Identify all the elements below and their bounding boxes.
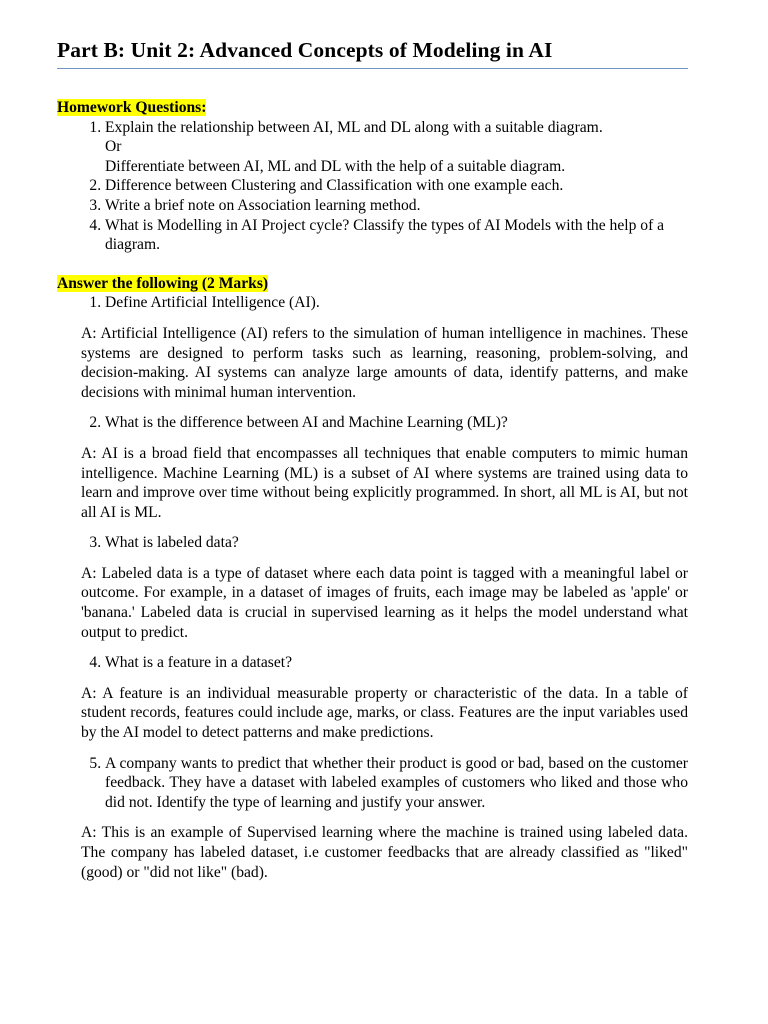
title-underline	[57, 68, 688, 69]
document-body	[57, 98, 688, 882]
homework-question-1-alt: Differentiate between AI, ML and DL with the help of a suitable diagram.	[105, 157, 566, 175]
answer-question-5: 5. A company wants to predict that whether their product is good or bad, based on the customer feedback. They have a dataset with labeled examples of customers who liked and those who did not. Identify the type of learning and justify your answer.	[105, 754, 688, 813]
answer-question-4-list	[57, 653, 688, 673]
answer-question-2: 2. What is the difference between AI and Machine Learning (ML)?	[105, 413, 688, 433]
page-title: Part B: Unit 2: Advanced Concepts of Modeling in AI	[57, 38, 553, 62]
answer-1: A: Artificial Intelligence (AI) refers to the simulation of human intelligence in machines. These systems are designed to perform tasks such as learning, reasoning, problem-solving, and decision-making. AI systems can analyze large amounts of data, identify patterns, and make decisions with minimal human intervention.	[81, 324, 688, 401]
answer-3: A: Labeled data is a type of dataset where each data point is tagged with a meaningful label or outcome. For example, in a dataset of images of fruits, each image may be labeled as 'apple' or 'banana.' Labeled data is crucial in supervised learning as it helps the model understand what output to predict.	[81, 564, 688, 641]
homework-question-1: 1. Explain the relationship between AI, ML and DL along with a suitable diagram. Or Differentiate between AI, ML and DL with the help of a suitable diagram.	[105, 118, 688, 177]
homework-heading: Homework Questions:	[57, 99, 207, 116]
homework-or: Or	[105, 138, 122, 156]
answer-2: A: AI is a broad field that encompasses all techniques that enable computers to mimic human intelligence. Machine Learning (ML) is a subset of AI where systems are trained using data to learn and improve over time without being explicitly programmed. In short, all ML is AI, but not all AI is ML.	[81, 444, 688, 521]
answer-question-4: 4. What is a feature in a dataset?	[105, 653, 688, 673]
answers-heading: Answer the following (2 Marks)	[57, 274, 269, 292]
answer-question-3: 3. What is labeled data?	[105, 533, 688, 553]
homework-section	[57, 98, 688, 255]
answer-4: A: A feature is an individual measurable property or characteristic of the data. In a table of student records, features could include age, marks, or class. Features are the input variables used by the AI model to detect patterns and make predictions.	[81, 684, 688, 742]
answer-question-2-list	[57, 413, 688, 433]
answer-question-5-list	[57, 754, 688, 813]
homework-question-4: 4. What is Modelling in AI Project cycle? Classify the types of AI Models with the help of a diagram.	[105, 216, 688, 255]
homework-question-3: 3. Write a brief note on Association learning method.	[105, 196, 688, 216]
answer-question-1-list	[57, 293, 688, 313]
answers-section	[57, 274, 688, 882]
homework-question-2: 2. Difference between Clustering and Classification with one example each.	[105, 176, 688, 196]
answer-question-1: 1. Define Artificial Intelligence (AI).	[105, 293, 688, 313]
answer-5: A: This is an example of Supervised learning where the machine is trained using labeled data. The company has labeled dataset, i.e customer feedbacks that are already classified as "liked" (good) or "did not like" (bad).	[81, 824, 688, 881]
answer-question-3-list	[57, 533, 688, 553]
homework-list	[57, 118, 688, 255]
